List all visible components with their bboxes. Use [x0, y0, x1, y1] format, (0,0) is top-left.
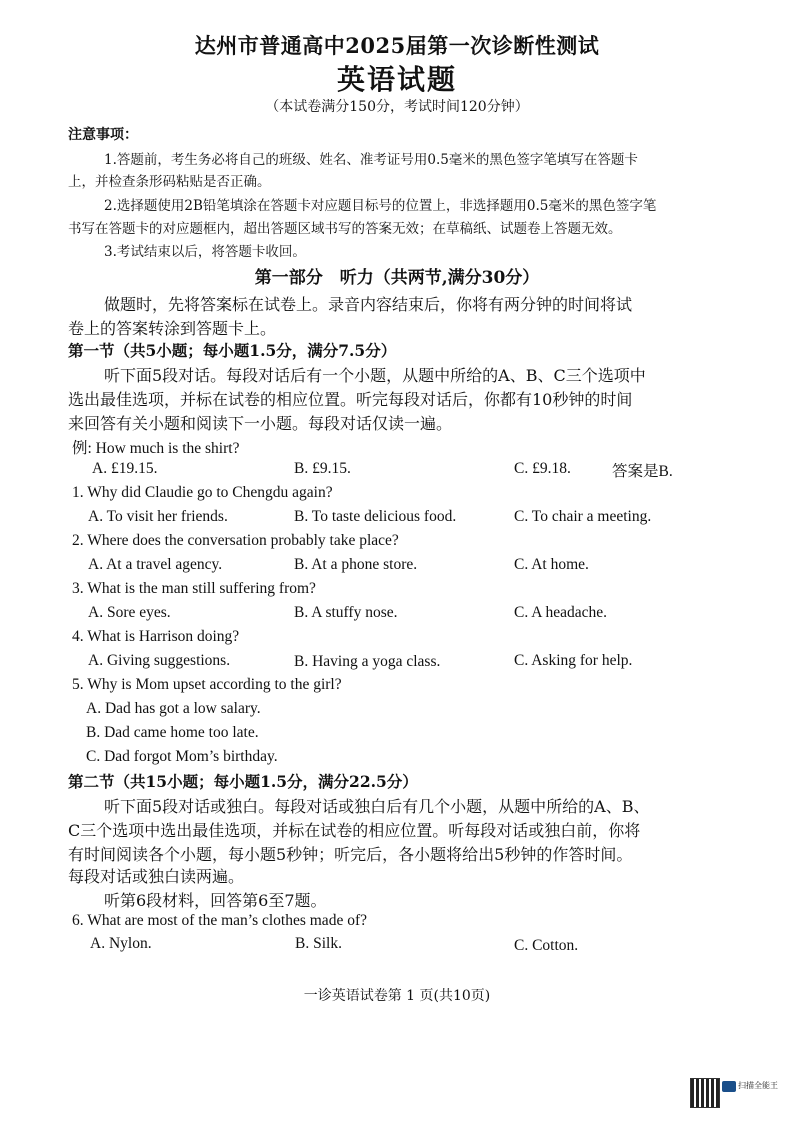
question-2-option-c: C. At home.: [514, 556, 589, 573]
exam-title-note: （本试卷满分150分，考试时间120分钟）: [265, 99, 529, 115]
exam-title-subject: 英语试题: [336, 63, 457, 96]
scanner-watermark: 扫描全能王: [738, 1081, 778, 1090]
question-2: 2. Where does the conversation probably take place?: [72, 532, 399, 549]
question-4-option-c: C. Asking for help.: [514, 652, 633, 669]
question-3: 3. What is the man still suffering from?: [72, 580, 316, 597]
part-1-title: 第一部分 听力（共两节,满分30分）: [254, 268, 540, 288]
question-3-option-a: A. Sore eyes.: [88, 604, 171, 621]
section-2-intro-line: 有时间阅读各个小题，每小题5秒钟；听完后，各小题将给出5秒钟的作答时间。: [68, 845, 633, 864]
notice-line: 2.选择题使用2B铅笔填涂在答题卡对应题目标号的位置上，非选择题用0.5毫米的黑色签字笔: [104, 198, 657, 214]
question-5-option-c: C. Dad forgot Mom’s birthday.: [86, 748, 278, 765]
part-1-intro-line: 做题时，先将答案标在试卷上。录音内容结束后，你将有两分钟的时间将试: [104, 295, 633, 314]
question-6-option-b: B. Silk.: [295, 935, 342, 952]
part-1-intro-line: 卷上的答案转涂到答题卡上。: [68, 319, 277, 338]
example-answer: 答案是B.: [612, 463, 673, 480]
question-3-option-c: C. A headache.: [514, 604, 607, 621]
section-1-intro-line: 选出最佳选项，并标在试卷的相应位置。听完每段对话后，你都有10秒钟的时间: [68, 390, 633, 409]
question-5-option-a: A. Dad has got a low salary.: [86, 700, 261, 717]
question-5: 5. Why is Mom upset according to the girl?: [72, 676, 342, 693]
question-5-option-b: B. Dad came home too late.: [86, 724, 259, 741]
material-instruction: 听第6段材料，回答第6至7题。: [104, 891, 327, 910]
question-1: 1. Why did Claudie go to Chengdu again?: [72, 484, 333, 501]
example-option-b: B. £9.15.: [294, 460, 351, 477]
question-4-option-a: A. Giving suggestions.: [88, 652, 231, 669]
notice-line: 上，并检查条形码粘贴是否正确。: [68, 174, 271, 190]
example-option-a: A. £19.15.: [92, 460, 158, 477]
question-6: 6. What are most of the man’s clothes made of?: [72, 912, 367, 929]
question-6-option-a: A. Nylon.: [90, 935, 152, 952]
question-3-option-b: B. A stuffy nose.: [294, 604, 398, 621]
section-2-heading: 第二节（共15小题；每小题1.5分，满分22.5分）: [68, 772, 418, 791]
section-2-intro-line: 听下面5段对话或独白。每段对话或独白后有几个小题，从题中所给的A、B、: [104, 797, 650, 816]
notice-heading: 注意事项：: [68, 127, 138, 143]
page-footer: 一诊英语试卷第 1 页(共10页): [303, 988, 491, 1004]
qr-code-icon: [690, 1078, 720, 1108]
notice-line: 1.答题前，考生务必将自己的班级、姓名、准考证号用0.5毫米的黑色签字笔填写在答题卡: [104, 152, 638, 168]
question-2-option-b: B. At a phone store.: [294, 556, 418, 573]
example-option-c: C. £9.18.: [514, 460, 571, 477]
section-1-intro-line: 来回答有关小题和阅读下一小题。每段对话仅读一遍。: [68, 414, 453, 433]
notice-line: 书写在答题卡的对应题框内，超出答题区域书写的答案无效；在草稿纸、试题卷上答题无效。: [68, 221, 622, 237]
section-2-intro-line: 每段对话或独白读两遍。: [68, 867, 245, 886]
section-2-intro-line: C三个选项中选出最佳选项，并标在试卷的相应位置。听每段对话或独白前，你将: [68, 821, 641, 840]
question-6-option-c: C. Cotton.: [514, 937, 579, 954]
example-question: 例: How much is the shirt?: [72, 440, 240, 457]
notice-line: 3.考试结束以后，将答题卡收回。: [104, 244, 306, 260]
scanner-logo-icon: [722, 1081, 736, 1092]
section-1-heading: 第一节（共5小题；每小题1.5分，满分7.5分）: [68, 341, 397, 360]
section-1-intro-line: 听下面5段对话。每段对话后有一个小题，从题中所给的A、B、C三个选项中: [104, 366, 646, 385]
question-1-option-a: A. To visit her friends.: [88, 508, 228, 525]
question-1-option-c: C. To chair a meeting.: [514, 508, 652, 525]
question-2-option-a: A. At a travel agency.: [88, 556, 223, 573]
exam-title-line1: 达州市普通高中2025届第一次诊断性测试: [194, 33, 600, 58]
question-4-option-b: B. Having a yoga class.: [294, 653, 441, 670]
question-4: 4. What is Harrison doing?: [72, 628, 240, 645]
question-1-option-b: B. To taste delicious food.: [294, 508, 457, 525]
